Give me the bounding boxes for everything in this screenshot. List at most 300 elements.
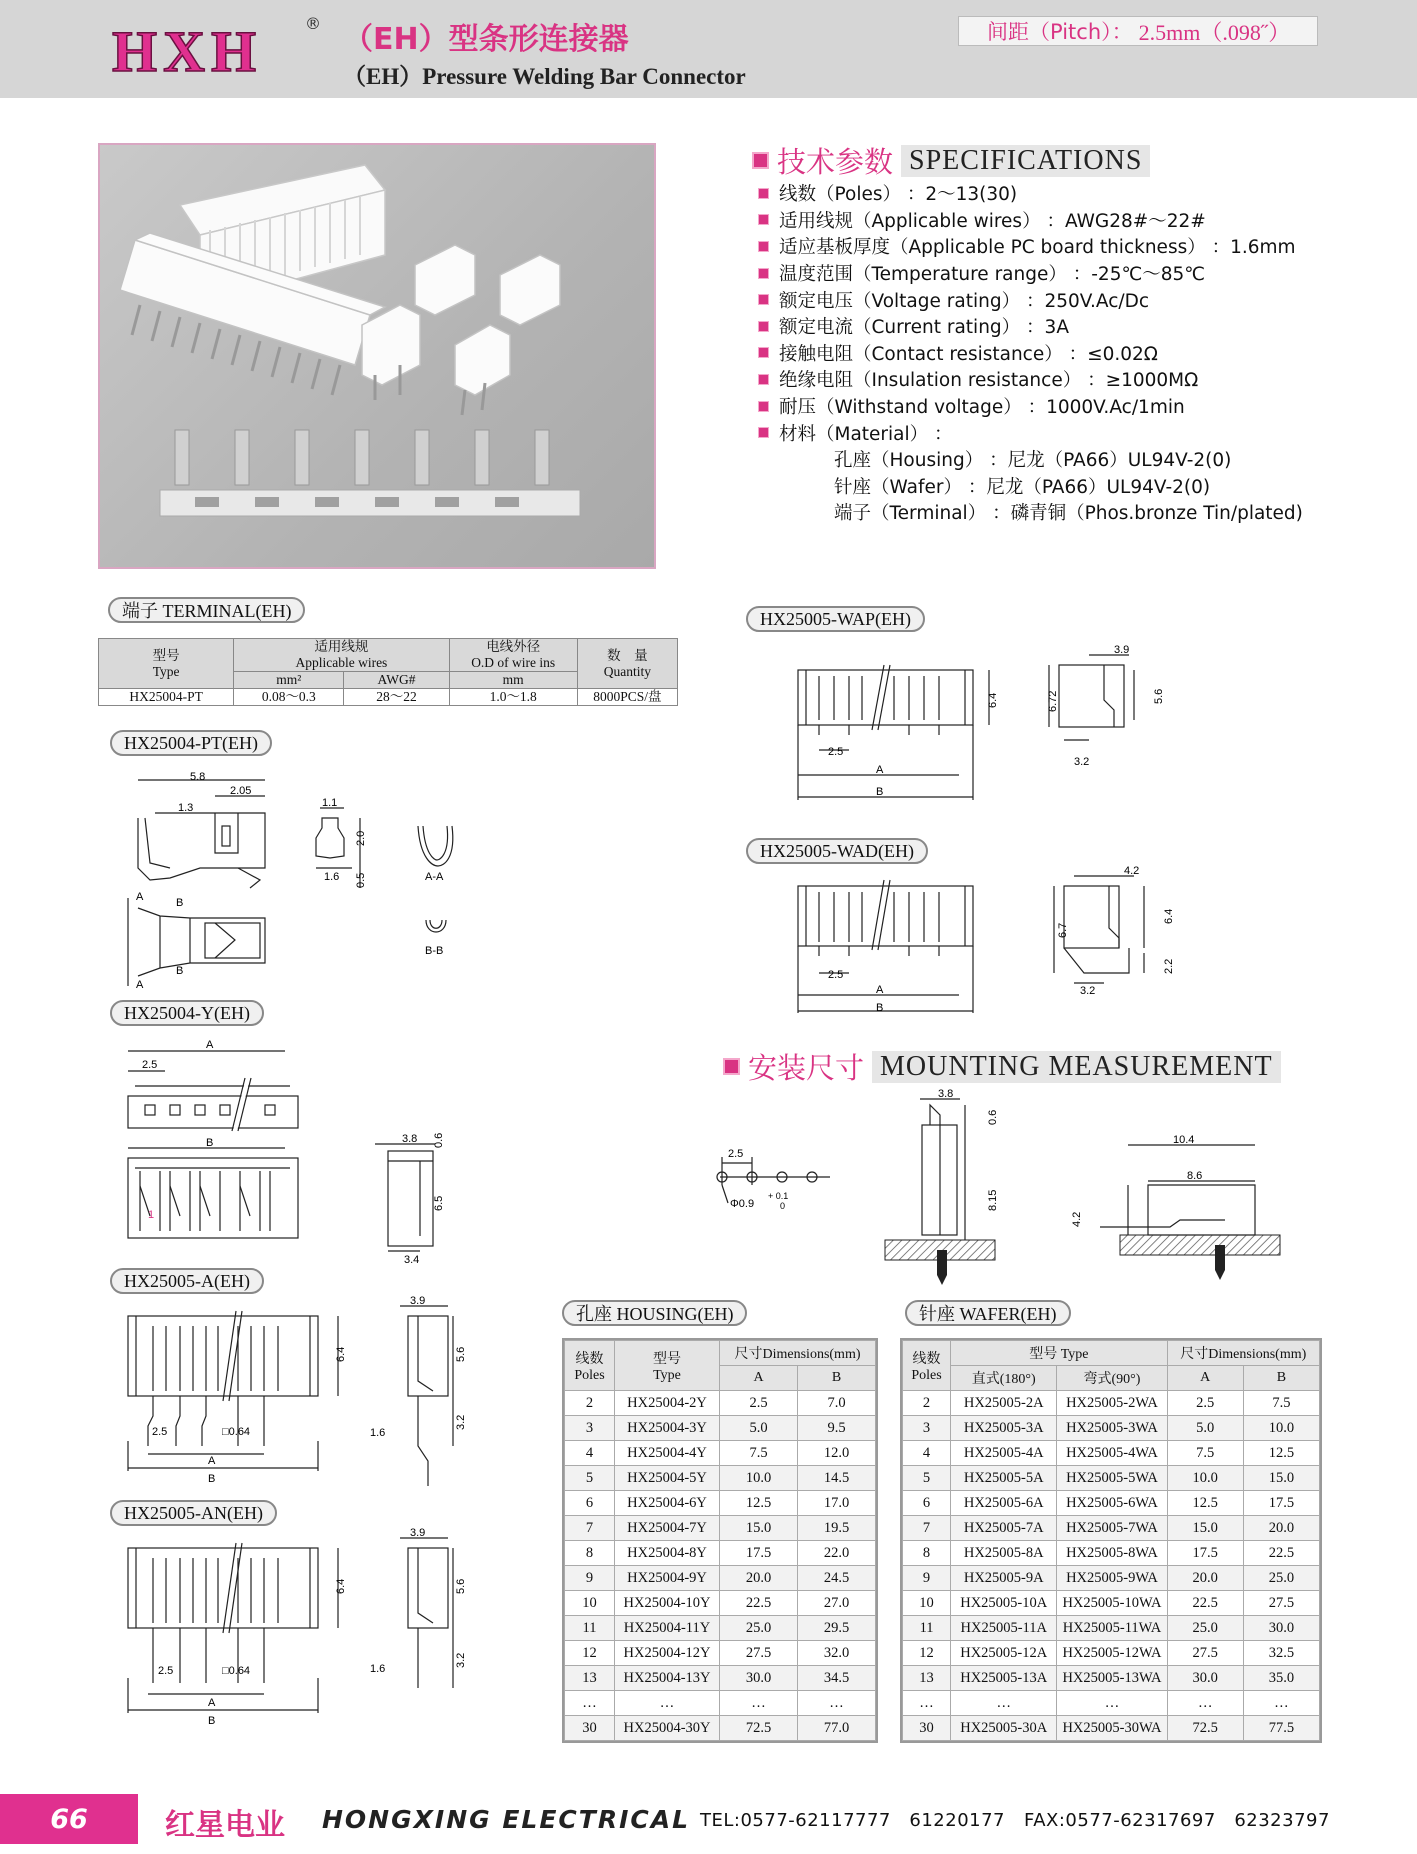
table-row <box>565 1691 876 1716</box>
table-cell: 77.0 <box>798 1716 876 1741</box>
table-cell: 12.5 <box>720 1491 798 1516</box>
dim-tol-zero: 0 <box>780 1201 786 1211</box>
table-cell: 5 <box>565 1466 615 1491</box>
table-cell: 2.5 <box>1167 1391 1243 1416</box>
table-cell: … <box>720 1691 798 1716</box>
dim-3-2: 3.2 <box>1080 985 1096 997</box>
registered-mark: ® <box>305 14 321 33</box>
table-cell: HX25005-12WA <box>1057 1641 1167 1666</box>
material-row: 孔座（Housing） ：尼龙（PA66）UL94V-2(0) <box>834 450 1232 472</box>
dim-6-4: 6.4 <box>987 692 999 708</box>
table-cell: 4 <box>903 1441 951 1466</box>
table-row <box>565 1666 876 1691</box>
drawing-hx25005-wad <box>784 865 1184 1028</box>
table-cell: 8 <box>903 1541 951 1566</box>
dim-3-2: 3.2 <box>1074 756 1090 768</box>
table-cell: HX25004-30Y <box>615 1716 720 1741</box>
table-row <box>565 1491 876 1516</box>
table-row <box>565 1716 876 1741</box>
dim-1-6: 1.6 <box>370 1427 386 1439</box>
th-type: 型号 Type <box>951 1341 1168 1366</box>
table-row <box>903 1716 1320 1741</box>
table-cell: HX25005-13WA <box>1057 1666 1167 1691</box>
table-row <box>903 1516 1320 1541</box>
drawing-hx25005-a <box>118 1296 498 1486</box>
table-cell: 2 <box>903 1391 951 1416</box>
brand-logo: HXH <box>112 19 263 84</box>
table-cell: HX25004-9Y <box>615 1566 720 1591</box>
table-cell: HX25004-5Y <box>615 1466 720 1491</box>
table-row <box>565 1566 876 1591</box>
drawing-hx25005-wap <box>784 640 1184 810</box>
table-cell: 22.5 <box>720 1591 798 1616</box>
label-hx25005-an: HX25005-AN(EH) <box>110 1500 277 1526</box>
dim-b: B <box>876 786 884 798</box>
spec-row <box>758 366 1338 393</box>
table-cell: HX25005-8A <box>951 1541 1057 1566</box>
table-cell: 29.5 <box>798 1616 876 1641</box>
table-row <box>903 1441 1320 1466</box>
table-cell: 7.0 <box>798 1391 876 1416</box>
table-cell: 32.0 <box>798 1641 876 1666</box>
dim-6-4: 6.4 <box>1163 908 1175 924</box>
drawing-hx25004-pt <box>120 768 480 1008</box>
dim-6-4: 6.4 <box>335 1346 347 1362</box>
table-cell: 4 <box>565 1441 615 1466</box>
table-cell: 9 <box>903 1566 951 1591</box>
mounting-heading <box>723 1046 1281 1087</box>
table-cell: … <box>903 1691 951 1716</box>
label-hx25005-wad: HX25005-WAD(EH) <box>746 838 928 864</box>
spec-text: 材料（Material） ： <box>779 423 953 445</box>
table-cell: 30.0 <box>1243 1616 1319 1641</box>
pitch-value: 2.5mm（.098˝） <box>1138 19 1291 45</box>
table-cell: 10 <box>903 1591 951 1616</box>
table-cell: … <box>1243 1691 1319 1716</box>
company-name-en: HONGXING ELECTRICAL <box>322 1805 691 1834</box>
page-number: 66 <box>0 1794 138 1844</box>
table-cell: 7 <box>903 1516 951 1541</box>
dim-6-5: 6.5 <box>433 1195 445 1211</box>
table-cell: HX25005-4WA <box>1057 1441 1167 1466</box>
bullet-square-icon <box>758 214 769 225</box>
th-qty: 数 量 Quantity <box>577 639 677 689</box>
table-cell: 10.0 <box>720 1466 798 1491</box>
specs-title-cn: 技术参数 <box>777 145 894 179</box>
table-cell: HX25005-2WA <box>1057 1391 1167 1416</box>
table-row <box>565 1641 876 1666</box>
table-cell: 2.5 <box>720 1391 798 1416</box>
spec-row <box>758 419 1338 446</box>
material-row: 端子（Terminal） ：磷青铜（Phos.bronze Tin/plated) <box>834 503 1303 525</box>
table-cell: 12 <box>903 1641 951 1666</box>
table-cell: 8 <box>565 1541 615 1566</box>
cell-od: 1.0～1.8 <box>449 689 577 706</box>
table-cell: HX25005-2A <box>951 1391 1057 1416</box>
dim-6-7: 6.7 <box>1057 922 1069 938</box>
spec-row <box>758 340 1338 367</box>
dim-3-8: 3.8 <box>402 1133 418 1145</box>
th-mm: mm <box>449 672 577 689</box>
connector-photo-illustration <box>100 145 654 567</box>
housing-table <box>564 1340 876 1741</box>
table-cell: 35.0 <box>1243 1666 1319 1691</box>
th-b: B <box>798 1366 876 1391</box>
housing-label: 孔座 HOUSING(EH) <box>562 1300 747 1326</box>
table-row <box>565 1466 876 1491</box>
th-wires: 适用线规 Applicable wires <box>234 639 449 672</box>
dim-8-15: 8.15 <box>987 1189 999 1211</box>
table-cell: 15.0 <box>720 1516 798 1541</box>
table-cell: 11 <box>903 1616 951 1641</box>
section-aa: A-A <box>425 871 444 883</box>
table-row <box>903 1666 1320 1691</box>
dim-b: B <box>208 1473 216 1485</box>
table-cell: HX25004-7Y <box>615 1516 720 1541</box>
table-cell: 14.5 <box>798 1466 876 1491</box>
specs-list <box>758 180 1338 526</box>
product-photo <box>98 143 656 569</box>
cell-awg: 28～22 <box>344 689 449 706</box>
dim-2-2: 2.2 <box>1163 958 1175 974</box>
bullet-square-icon <box>758 321 769 332</box>
dim-b: B <box>876 1002 884 1014</box>
table-cell: 20.0 <box>720 1566 798 1591</box>
drawing-hx25005-an <box>118 1527 498 1727</box>
dim-3-8: 3.8 <box>938 1088 954 1100</box>
cell-type: HX25004-PT <box>99 689 234 706</box>
table-cell: HX25005-13A <box>951 1666 1057 1691</box>
table-cell: HX25005-9A <box>951 1566 1057 1591</box>
dim-2-5: 2.5 <box>142 1059 158 1071</box>
table-cell: HX25005-30WA <box>1057 1716 1167 1741</box>
table-row <box>565 1516 876 1541</box>
company-name-cn: 红星电业 <box>165 1808 285 1843</box>
table-cell: 10.0 <box>1167 1466 1243 1491</box>
table-cell: HX25005-10A <box>951 1591 1057 1616</box>
table-cell: 30 <box>903 1716 951 1741</box>
th-od: 电线外径 O.D of wire ins <box>449 639 577 672</box>
dim-2-0: 2.0 <box>355 830 367 846</box>
dim-2-05: 2.05 <box>230 785 252 797</box>
table-cell: 20.0 <box>1243 1516 1319 1541</box>
table-cell: 13 <box>903 1666 951 1691</box>
dim-2-5: 2.5 <box>158 1665 174 1677</box>
mark-a-top: A <box>136 891 144 903</box>
table-cell: 77.5 <box>1243 1716 1319 1741</box>
table-cell: 17.5 <box>720 1541 798 1566</box>
bullet-square-icon <box>758 374 769 385</box>
th-awg: AWG# <box>344 672 449 689</box>
table-row <box>903 1416 1320 1441</box>
table-cell: HX25005-9WA <box>1057 1566 1167 1591</box>
table-cell: … <box>1167 1691 1243 1716</box>
specs-title-en: SPECIFICATIONS <box>901 145 1150 177</box>
section-bb: B-B <box>425 945 444 957</box>
table-row <box>565 1616 876 1641</box>
dim-3-9: 3.9 <box>1114 644 1130 656</box>
page-title-cn: （EH）型条形连接器 <box>343 22 629 57</box>
dim-1-3: 1.3 <box>178 802 194 814</box>
dim-0-64: □0.64 <box>222 1665 251 1677</box>
table-cell: 22.5 <box>1243 1541 1319 1566</box>
table-cell: HX25005-11WA <box>1057 1616 1167 1641</box>
dim-1-6: 1.6 <box>324 871 340 883</box>
table-cell: 25.0 <box>720 1616 798 1641</box>
table-cell: HX25004-11Y <box>615 1616 720 1641</box>
drawing-mounting <box>700 1085 1390 1295</box>
table-cell: HX25005-7WA <box>1057 1516 1167 1541</box>
spec-row <box>758 207 1338 234</box>
th-b: B <box>1243 1366 1319 1391</box>
table-cell: HX25004-2Y <box>615 1391 720 1416</box>
terminal-table <box>98 638 678 706</box>
dim-5-6: 5.6 <box>1153 688 1165 704</box>
dim-8-6: 8.6 <box>1187 1170 1203 1182</box>
spec-row <box>758 260 1338 287</box>
th-poles: 线数 Poles <box>565 1341 615 1391</box>
bullet-square-icon <box>758 427 769 438</box>
page-title-en: （EH）Pressure Welding Bar Connector <box>343 64 746 89</box>
label-hx25004-pt: HX25004-PT(EH) <box>110 730 272 756</box>
table-cell: HX25004-6Y <box>615 1491 720 1516</box>
pitch-label: 间距（Pitch）： <box>987 20 1133 44</box>
th-mm2: mm² <box>234 672 344 689</box>
table-cell: 5 <box>903 1466 951 1491</box>
dim-2-5: 2.5 <box>152 1426 168 1438</box>
table-row <box>903 1466 1320 1491</box>
table-cell: 12.5 <box>1243 1441 1319 1466</box>
th-type: 型号 Type <box>615 1341 720 1391</box>
table-row <box>565 1441 876 1466</box>
th-a: A <box>1167 1366 1243 1391</box>
dim-6-72: 6.72 <box>1047 690 1059 712</box>
table-cell: HX25004-4Y <box>615 1441 720 1466</box>
table-cell: 22.5 <box>1167 1591 1243 1616</box>
table-cell: HX25005-6A <box>951 1491 1057 1516</box>
table-cell: 30 <box>565 1716 615 1741</box>
spec-text: 适用线规（Applicable wires） ：AWG28#～22# <box>779 210 1206 232</box>
bullet-square-icon <box>758 241 769 252</box>
table-cell: HX25004-12Y <box>615 1641 720 1666</box>
table-cell: 12.0 <box>798 1441 876 1466</box>
table-cell: 9 <box>565 1566 615 1591</box>
table-cell: 30.0 <box>1167 1666 1243 1691</box>
table-cell: 22.0 <box>798 1541 876 1566</box>
dim-1-6: 1.6 <box>370 1663 386 1675</box>
table-cell: HX25005-3A <box>951 1416 1057 1441</box>
table-cell: 27.5 <box>1167 1641 1243 1666</box>
dim-b: B <box>208 1715 216 1727</box>
table-cell: 7.5 <box>1167 1441 1243 1466</box>
table-cell: 10.0 <box>1243 1416 1319 1441</box>
table-row <box>565 1391 876 1416</box>
table-cell: HX25005-5WA <box>1057 1466 1167 1491</box>
table-cell: 15.0 <box>1167 1516 1243 1541</box>
dim-1-1: 1.1 <box>322 797 338 809</box>
drawing-hx25004-y <box>120 1036 480 1266</box>
table-cell: 6 <box>565 1491 615 1516</box>
table-cell: 11 <box>565 1616 615 1641</box>
table-cell: HX25005-12A <box>951 1641 1057 1666</box>
pitch-box <box>958 16 1318 46</box>
dim-5-6: 5.6 <box>455 1346 467 1362</box>
table-cell: 5.0 <box>1167 1416 1243 1441</box>
spec-row <box>758 180 1338 207</box>
table-cell: 12 <box>565 1641 615 1666</box>
table-cell: HX25004-13Y <box>615 1666 720 1691</box>
spec-text: 线数（Poles） ：2～13(30) <box>779 184 1018 206</box>
th-bent: 弯式(90°) <box>1057 1366 1167 1391</box>
terminal-label: 端子 TERMINAL(EH) <box>108 597 305 623</box>
spec-text: 耐压（Withstand voltage） ：1000V.Ac/1min <box>779 397 1185 419</box>
table-cell: 2 <box>565 1391 615 1416</box>
table-cell: … <box>798 1691 876 1716</box>
contact-tel: TEL:0577-62117777 61220177 <box>700 1810 1005 1831</box>
spec-text: 接触电阻（Contact resistance） ：≤0.02Ω <box>779 343 1158 365</box>
bullet-square-icon <box>723 1058 740 1075</box>
table-cell: 10 <box>565 1591 615 1616</box>
th-a: A <box>720 1366 798 1391</box>
table-row <box>903 1491 1320 1516</box>
cell-mm2: 0.08～0.3 <box>234 689 344 706</box>
table-row <box>565 1416 876 1441</box>
dim-a: A <box>206 1039 214 1051</box>
bullet-square-icon <box>758 294 769 305</box>
table-cell: 34.5 <box>798 1666 876 1691</box>
table-cell: 3 <box>565 1416 615 1441</box>
dim-hole: Φ0.9 <box>730 1198 755 1210</box>
dim-5-6: 5.6 <box>455 1578 467 1594</box>
table-row <box>903 1691 1320 1716</box>
th-dim: 尺寸Dimensions(mm) <box>720 1341 876 1366</box>
mark-a-bottom: A <box>136 979 144 991</box>
dim-2-5: 2.5 <box>728 1148 744 1160</box>
table-cell: 19.5 <box>798 1516 876 1541</box>
table-cell: … <box>1057 1691 1167 1716</box>
th-straight: 直式(180°) <box>951 1366 1057 1391</box>
contact-fax: FAX:0577-62317697 62323797 <box>1024 1810 1330 1831</box>
table-cell: 17.0 <box>798 1491 876 1516</box>
table-row <box>565 1541 876 1566</box>
spec-row <box>758 313 1338 340</box>
table-row <box>903 1591 1320 1616</box>
table-cell: 20.0 <box>1167 1566 1243 1591</box>
table-cell: … <box>615 1691 720 1716</box>
table-cell: 6 <box>903 1491 951 1516</box>
dim-2-5: 2.5 <box>828 746 844 758</box>
dim-4-2: 4.2 <box>1124 865 1140 877</box>
table-row <box>565 1591 876 1616</box>
table-cell: … <box>565 1691 615 1716</box>
table-cell: 25.0 <box>1243 1566 1319 1591</box>
table-cell: 5.0 <box>720 1416 798 1441</box>
bullet-square-icon <box>758 401 769 412</box>
dim-0-6: 0.6 <box>987 1109 999 1125</box>
dim-0-6: 0.6 <box>433 1132 445 1148</box>
dim-3-9: 3.9 <box>410 1527 426 1539</box>
table-cell: HX25005-5A <box>951 1466 1057 1491</box>
spec-row <box>758 393 1338 420</box>
wafer-table-wrap <box>900 1338 1322 1743</box>
mounting-title-en: MOUNTING MEASUREMENT <box>872 1051 1281 1083</box>
dim-3-2: 3.2 <box>455 1414 467 1430</box>
material-row: 针座（Wafer） ：尼龙（PA66）UL94V-2(0) <box>834 476 1211 498</box>
table-row <box>903 1566 1320 1591</box>
table-cell: HX25004-8Y <box>615 1541 720 1566</box>
dim-2-5: 2.5 <box>828 969 844 981</box>
dim-tol-plus: + 0.1 <box>768 1191 789 1201</box>
table-cell: 32.5 <box>1243 1641 1319 1666</box>
label-hx25004-y: HX25004-Y(EH) <box>110 1000 264 1026</box>
table-cell: HX25005-3WA <box>1057 1416 1167 1441</box>
table-cell: 7.5 <box>720 1441 798 1466</box>
mounting-title-cn: 安装尺寸 <box>748 1051 865 1085</box>
pin-one-mark: 1 <box>148 1209 155 1221</box>
label-hx25005-wap: HX25005-WAP(EH) <box>746 606 925 632</box>
cell-qty: 8000PCS/盘 <box>577 689 677 706</box>
table-cell: 27.0 <box>798 1591 876 1616</box>
specs-heading <box>752 140 1150 181</box>
table-row <box>903 1541 1320 1566</box>
spec-text: 额定电流（Current rating） ：3A <box>779 317 1069 339</box>
table-cell: 25.0 <box>1167 1616 1243 1641</box>
table-cell: 3 <box>903 1416 951 1441</box>
dim-a: A <box>208 1697 216 1709</box>
table-cell: 27.5 <box>1243 1591 1319 1616</box>
pcb-section-right <box>1120 1235 1280 1255</box>
table-cell: 30.0 <box>720 1666 798 1691</box>
wafer-table <box>902 1340 1320 1741</box>
dim-3-4: 3.4 <box>404 1254 420 1266</box>
table-cell: 17.5 <box>1167 1541 1243 1566</box>
table-cell: 7.5 <box>1243 1391 1319 1416</box>
table-row <box>903 1391 1320 1416</box>
table-cell: 15.0 <box>1243 1466 1319 1491</box>
table-cell: 72.5 <box>720 1716 798 1741</box>
table-cell: HX25005-10WA <box>1057 1591 1167 1616</box>
dim-3-2: 3.2 <box>455 1652 467 1668</box>
mark-b-bottom: B <box>176 965 184 977</box>
table-cell: 17.5 <box>1243 1491 1319 1516</box>
bullet-square-icon <box>758 268 769 279</box>
th-type: 型号 Type <box>99 639 234 689</box>
spec-row <box>758 233 1338 260</box>
table-cell: 9.5 <box>798 1416 876 1441</box>
table-cell: HX25005-7A <box>951 1516 1057 1541</box>
dim-a: A <box>876 984 884 996</box>
dim-3-9: 3.9 <box>410 1295 426 1307</box>
dim-10-4: 10.4 <box>1173 1134 1195 1146</box>
dim-0-5: 0.5 <box>355 872 367 888</box>
table-cell: 24.5 <box>798 1566 876 1591</box>
table-cell: HX25004-10Y <box>615 1591 720 1616</box>
dim-6-4: 6.4 <box>335 1578 347 1594</box>
table-cell: HX25005-11A <box>951 1616 1057 1641</box>
wafer-label: 针座 WAFER(EH) <box>905 1300 1071 1326</box>
table-cell: HX25005-4A <box>951 1441 1057 1466</box>
table-cell: 27.5 <box>720 1641 798 1666</box>
table-cell: … <box>951 1691 1057 1716</box>
housing-table-wrap <box>562 1338 878 1743</box>
bullet-square-icon <box>758 188 769 199</box>
bullet-square-icon <box>758 347 769 358</box>
th-dim: 尺寸Dimensions(mm) <box>1167 1341 1319 1366</box>
spec-text: 绝缘电阻（Insulation resistance） ：≥1000MΩ <box>779 370 1199 392</box>
dim-b: B <box>206 1137 214 1149</box>
table-cell: HX25005-8WA <box>1057 1541 1167 1566</box>
spec-row <box>758 286 1338 313</box>
